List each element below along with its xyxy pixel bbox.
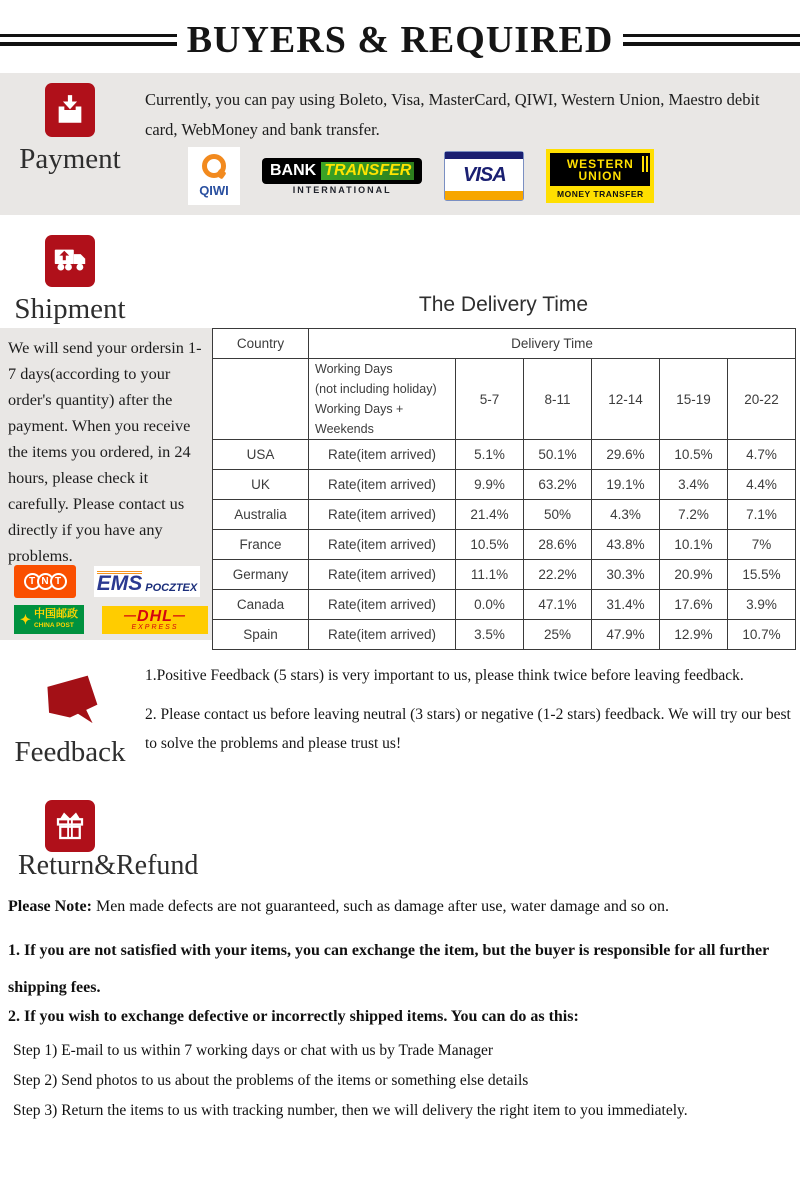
payment-label: Payment [19,143,121,175]
return-policy-1: 1. If you are not satisfied with your items, you can exchange the item, but the buyer is responsible for all further shipping fees. [8,942,769,996]
return-refund-icon [45,800,95,852]
working-days-cell: Working Days (not including holiday) Working Days + Weekends [309,359,456,440]
value-cell: 17.6% [660,590,728,620]
range-cell: 8-11 [524,359,592,440]
delivery-time-header-cell: Delivery Time [309,329,796,359]
value-cell: 7.1% [728,500,796,530]
value-cell: 19.1% [592,470,660,500]
country-cell: USA [213,440,309,470]
bank-transfer-badge [262,158,422,184]
value-cell: 47.1% [524,590,592,620]
tnt-letter: N [37,573,54,590]
value-cell: 47.9% [592,620,660,650]
value-cell: 28.6% [524,530,592,560]
bank-word: BANK [270,161,317,179]
country-cell: Spain [213,620,309,650]
western-union-logo [546,149,654,203]
value-cell: 3.9% [728,590,796,620]
return-policy-2: 2. If you wish to exchange defective or incorrectly shipped items. You can do as this: [8,1008,579,1025]
value-cell: 4.3% [592,500,660,530]
table-row [213,500,796,530]
value-cell: 9.9% [456,470,524,500]
tnt-letter: T [24,573,41,590]
value-cell: 3.4% [660,470,728,500]
return-note-text: Men made defects are not guaranteed, such as damage after use, water damage and so on. [91,898,670,915]
visa-orange-stripe [445,191,523,200]
country-header-cell: Country [213,329,309,359]
value-cell: 50.1% [524,440,592,470]
qiwi-q-icon [202,154,226,178]
dhl-express-text: EXPRESS [131,624,179,631]
china-post-en: CHINA POST [33,621,74,629]
shipment-note: We will send your ordersin 1-7 days(according to your order's quantity) after the payment. When you receive the items you ordered, in 24 hours, please check it carefully. Please contact us directly if you have any problems. [8,338,202,565]
feedback-label: Feedback [14,736,126,768]
truck-icon [51,243,89,279]
return-step-3: Step 3) Return the items to us with tracking number, then we will delivery the right item to you immediately. [13,1102,688,1119]
value-cell: 63.2% [524,470,592,500]
rate-cell: Rate(item arrived) [309,470,456,500]
payment-methods [188,147,654,205]
tnt-letter: T [50,573,67,590]
return-refund-section [0,790,800,1185]
table-header-row-2 [213,359,796,440]
value-cell: 11.1% [456,560,524,590]
table-row [213,470,796,500]
value-cell: 10.5% [456,530,524,560]
qiwi-text: QIWI [199,183,229,198]
value-cell: 10.5% [660,440,728,470]
table-header-row-1 [213,329,796,359]
visa-logo [444,151,524,201]
dhl-text: — DHL — [124,608,186,624]
rate-cell: Rate(item arrived) [309,620,456,650]
payment-description: Currently, you can pay using Boleto, Visa, MasterCard, QIWI, Western Union, Maestro debit card, WebMoney and bank transfer. [145,90,760,139]
value-cell: 43.8% [592,530,660,560]
china-post-logo [14,605,84,634]
wu-trademark-bars [642,156,648,172]
qiwi-logo [188,147,240,205]
range-cell: 15-19 [660,359,728,440]
value-cell: 12.9% [660,620,728,650]
value-cell: 4.4% [728,470,796,500]
transfer-word: TRANSFER [321,162,414,180]
return-step-1: Step 1) E-mail to us within 7 working days or chat with us by Trade Manager [13,1042,494,1059]
delivery-time-title: The Delivery Time [418,293,589,316]
return-refund-label: Return&Refund [18,850,199,881]
return-steps [8,1036,710,1126]
range-cell: 12-14 [592,359,660,440]
visa-text: VISA [462,163,506,186]
page-header [0,0,800,73]
country-cell: Australia [213,500,309,530]
ems-text: EMS [96,572,143,595]
shipment-icon [45,235,95,287]
international-word: INTERNATIONAL [292,184,392,195]
return-note-label: Please Note: [8,898,92,915]
visa-blue-stripe [445,152,523,159]
value-cell: 5.1% [456,440,524,470]
wu-word-western: WESTERN [566,156,634,171]
rate-cell: Rate(item arrived) [309,560,456,590]
table-row [213,560,796,590]
country-cell: France [213,530,309,560]
shipment-note-box [0,328,212,640]
feedback-badge [4,668,136,769]
value-cell: 7% [728,530,796,560]
feedback-bubble-icon [41,668,99,730]
value-cell: 25% [524,620,592,650]
shipment-section [0,215,800,650]
value-cell: 22.2% [524,560,592,590]
value-cell: 0.0% [456,590,524,620]
western-union-badge [550,153,650,186]
title-rule-left [0,34,177,46]
value-cell: 29.6% [592,440,660,470]
delivery-time-table [212,328,796,650]
country-cell: UK [213,470,309,500]
shipment-label: Shipment [14,293,126,325]
title-rule-right [623,34,800,46]
carrier-logos [14,565,210,634]
rate-cell: Rate(item arrived) [309,500,456,530]
tnt-logo [14,565,76,598]
value-cell: 50% [524,500,592,530]
wu-money-transfer: MONEY TRANSFER [557,189,644,199]
shipment-badge [4,235,136,326]
value-cell: 3.5% [456,620,524,650]
feedback-point-2: 2. Please contact us before leaving neutral (3 stars) or negative (1-2 stars) feedback. We will try our best to solve the problems and please trust us! [145,706,791,752]
feedback-section [0,650,800,790]
table-row [213,530,796,560]
value-cell: 21.4% [456,500,524,530]
range-cell: 5-7 [456,359,524,440]
value-cell: 30.3% [592,560,660,590]
return-note [8,898,788,916]
china-post-emblem-icon: ✦ [20,611,31,627]
page-title: BUYERS & REQUIRED [186,18,614,61]
value-cell: 4.7% [728,440,796,470]
rate-cell: Rate(item arrived) [309,590,456,620]
dhl-logo [102,606,208,634]
country-cell: Canada [213,590,309,620]
return-step-2: Step 2) Send photos to us about the problems of the items or something else details [13,1072,529,1089]
table-row [213,440,796,470]
range-cell: 20-22 [728,359,796,440]
ems-pocztex-logo [94,566,200,597]
table-row [213,590,796,620]
bank-transfer-logo [262,158,422,195]
country-cell: Germany [213,560,309,590]
empty-cell [213,359,309,440]
pocztex-text: POCZTEX [145,582,198,594]
value-cell: 15.5% [728,560,796,590]
value-cell: 10.7% [728,620,796,650]
download-tray-icon [53,90,87,130]
value-cell: 20.9% [660,560,728,590]
feedback-point-1: 1.Positive Feedback (5 stars) is very important to us, please think twice before leaving feedback. [145,667,744,684]
gift-box-icon [52,807,88,845]
payment-badge [4,83,136,176]
rate-cell: Rate(item arrived) [309,530,456,560]
table-row [213,620,796,650]
value-cell: 10.1% [660,530,728,560]
china-post-text: 中国邮政 CHINA POST [33,607,78,629]
wu-word-union: UNION [578,168,623,183]
value-cell: 7.2% [660,500,728,530]
rate-cell: Rate(item arrived) [309,440,456,470]
value-cell: 31.4% [592,590,660,620]
payment-section [0,73,800,215]
payment-icon [45,83,95,137]
